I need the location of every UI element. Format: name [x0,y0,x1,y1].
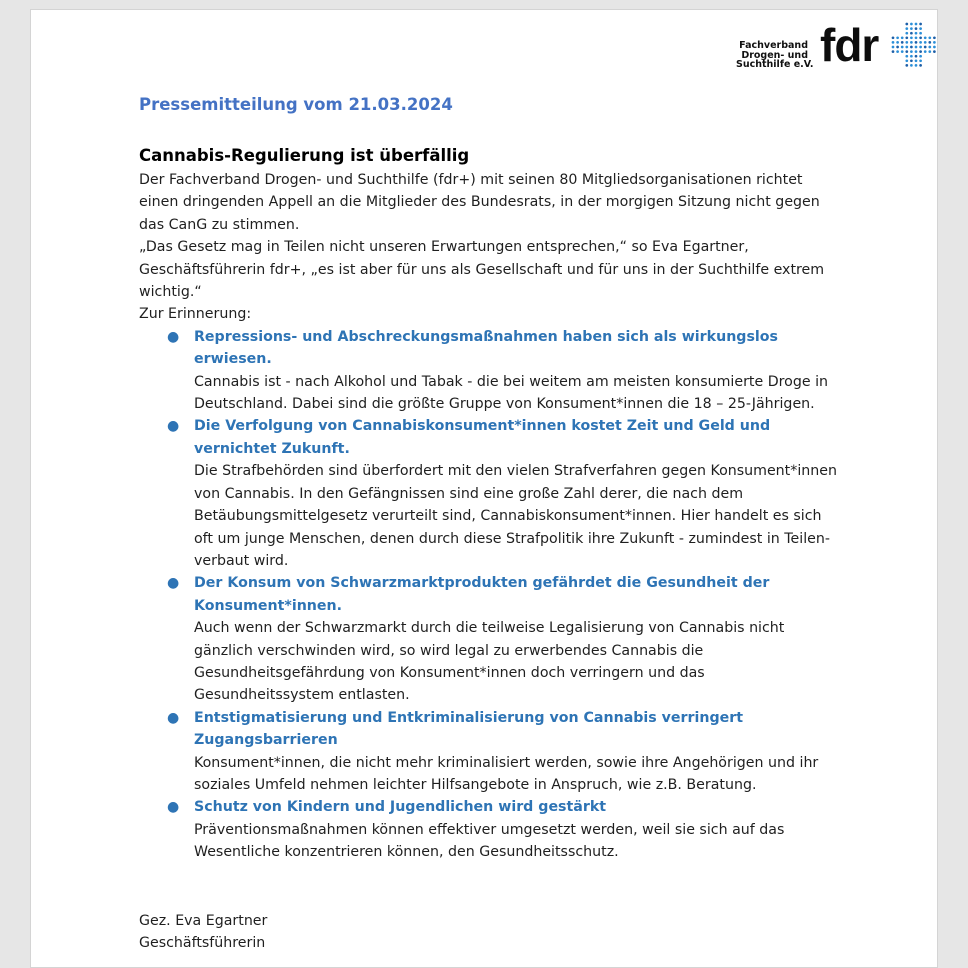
bullet-icon: ● [167,799,180,816]
reminder-label: Zur Erinnerung: [139,306,252,323]
bullet-icon: ● [167,418,180,435]
body-text [139,169,839,864]
press-release-title: Pressemitteilung vom 21.03.2024 [139,95,453,114]
point-title: Repressions- und Abschreckungsmaßnahmen haben sich als wirkungslos erwiesen. [194,328,778,368]
intro-paragraph: Der Fachverband Drogen- und Suchthilfe (fdr+) mit seinen 80 Mitgliedsorganisationen richtet einen dringenden Appell an die Mitglieder des Bundesrats, in der morgigen Sitzung nicht gegen das CanG zu stimmen. [139,172,820,233]
list-item [139,796,839,863]
logo-org-line1: Fachverband [739,40,808,51]
bullet-icon: ● [167,575,180,592]
logo-brand-text: fdr [820,19,879,71]
headline: Cannabis-Regulierung ist überfällig [139,146,470,165]
signature-block [139,910,267,955]
list-item [139,572,839,706]
bullet-icon: ● [167,709,180,726]
list-item [139,415,839,572]
point-title: Die Verfolgung von Cannabiskonsument*innen kostet Zeit und Geld und vernichtet Zukunft. [194,418,771,457]
point-title: Der Konsum von Schwarzmarktprodukten gefährdet die Gesundheit der Konsument*innen. [194,575,770,614]
point-text: Die Strafbehörden sind überfordert mit den vielen Strafverfahren gegen Konsument*innen von Cannabis. In den Gefängnissen sind eine große Zahl derer, die nach dem Betäubungsmittelgesetz verurteilt sind, Cannabiskonsument*innen. Hier handelt es sich oft um junge Menschen, denen durch diese Strafpolitik ihre Zukunft - zumindest in Teilen- verbaut wird. [194,463,837,569]
bullet-icon: ● [167,328,180,345]
logo-org-line3: Suchthilfe e.V. [736,59,814,70]
signature-role: Geschäftsführerin [139,935,266,952]
logo-org-name [736,40,814,70]
quote-paragraph: „Das Gesetz mag in Teilen nicht unseren Erwartungen entsprechen,“ so Eva Egartner, Geschäftsführerin fdr+, „es ist aber für uns als Gesellschaft und für uns in der Suchthilfe extrem wichtig.“ [139,239,825,301]
key-points-list [139,326,839,864]
point-text: Präventionsmaßnahmen können effektiver umgesetzt werden, weil sie sich auf das Wesentliche konzentrieren können, den Gesundheitsschutz. [194,821,785,861]
list-item [139,326,839,416]
point-text: Konsument*innen, die nicht mehr kriminalisiert werden, sowie ihre Angehörigen und ihr soziales Umfeld nehmen leichter Hilfsangebote in Anspruch, wie z.B. Beratung. [194,754,819,793]
list-item [139,707,839,797]
signature-name: Gez. Eva Egartner [139,913,268,929]
point-text: Cannabis ist - nach Alkohol und Tabak - die bei weitem am meisten konsumierte Droge in Deutschland. Dabei sind die größte Gruppe von Konsument*innen die 18 – 25-Jährigen. [194,373,829,413]
point-title: Schutz von Kindern und Jugendlichen wird gestärkt [194,799,607,816]
dotted-cross-icon [890,21,938,69]
document-page [30,9,938,968]
point-title: Entstigmatisierung und Entkriminalisierung von Cannabis verringert Zugangsbarrieren [194,709,744,749]
point-text: Auch wenn der Schwarzmarkt durch die teilweise Legalisierung von Cannabis nicht gänzlich verschwinden wird, so wird legal zu erwerbendes Cannabis die Gesundheitsgefährdung von Konsument*innen doch verringern und das Gesundheitssystem entlasten. [194,620,785,704]
logo-org-line2: Drogen- und [741,49,808,61]
fdr-logo [736,18,941,74]
